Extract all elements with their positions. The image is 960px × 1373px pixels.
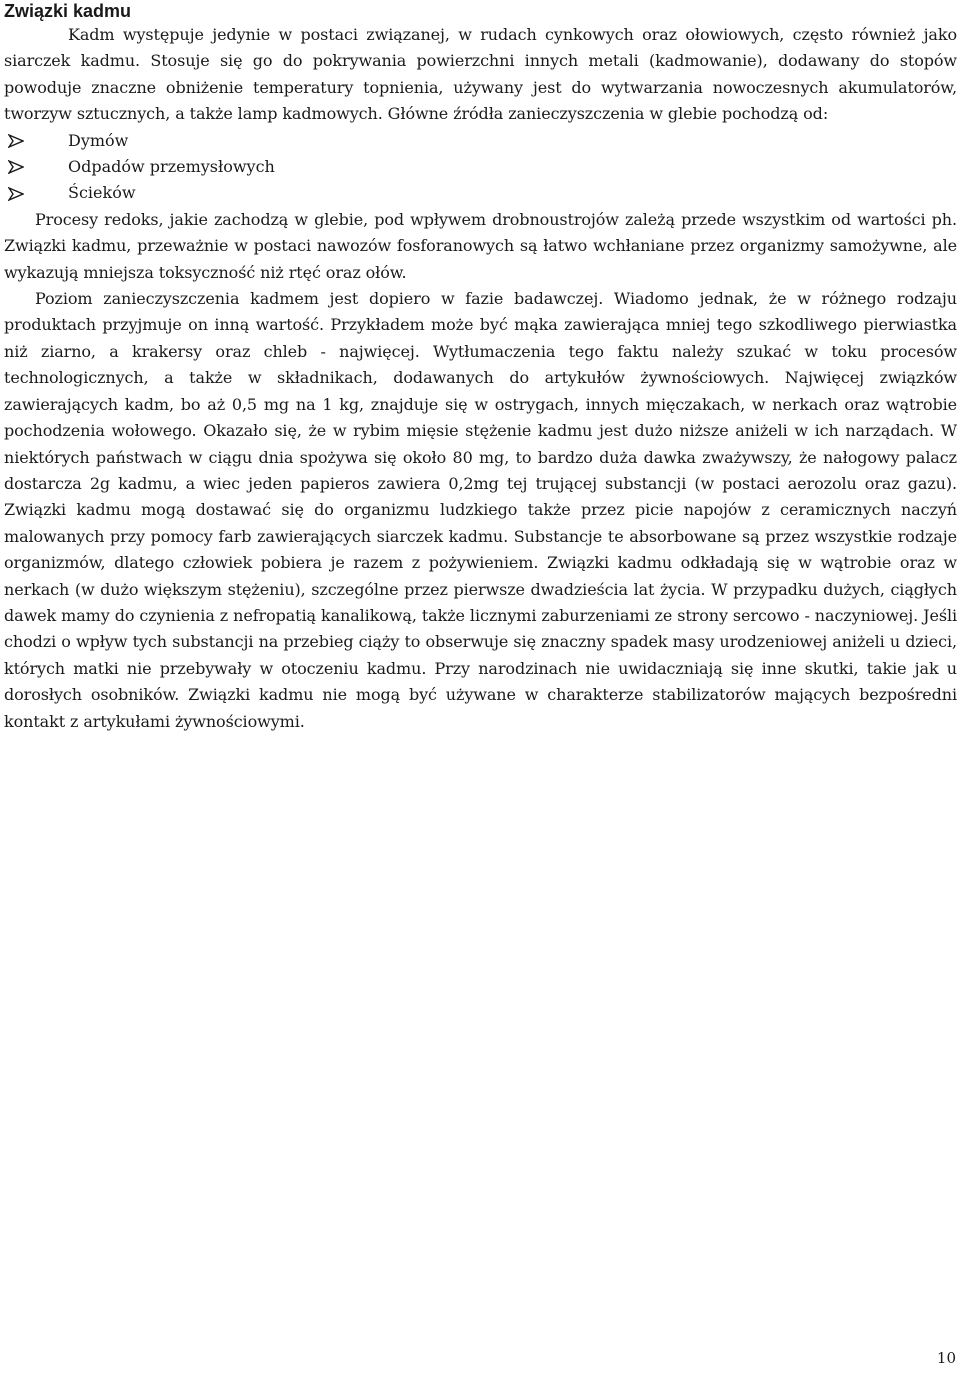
list-item-label: Ścieków bbox=[68, 183, 136, 203]
document-page bbox=[4, 0, 957, 735]
redox-paragraph: Procesy redoks, jakie zachodzą w glebie, pod wpływem drobnoustrojów zależą przede wszystkim od wartości ph. Związki kadmu, przeważnie w postaci nawozów fosforanowych są łatwo wchłaniane przez organizmy samożywne, ale wykazują mniejsza toksyczność niż rtęć oraz ołów. bbox=[4, 209, 957, 282]
list-item-label: Dymów bbox=[68, 130, 129, 150]
list-item bbox=[8, 128, 957, 154]
list-item bbox=[8, 180, 957, 206]
page-number: 10 bbox=[936, 1349, 956, 1367]
intro-paragraph: Kadm występuje jedynie w postaci związanej, w rudach cynkowych oraz ołowiowych, często również jako siarczek kadmu. Stosuje się go do pokrywania powierzchni innych metali (kadmowanie), dodawany do stopów powoduje znaczne obniżenie temperatury topnienia, używany jest do wytwarzania nowoczesnych akumulatorów, tworzyw sztucznych, a także lamp kadmowych. Główne źródła zanieczyszczenia w glebie pochodzą od: bbox=[4, 25, 957, 124]
pollution-sources-list bbox=[4, 128, 957, 207]
arrowhead-bullet-icon bbox=[8, 160, 24, 174]
arrowhead-bullet-icon bbox=[8, 134, 24, 148]
list-item bbox=[8, 154, 957, 180]
pollution-level-paragraph: Poziom zanieczyszczenia kadmem jest dopiero w fazie badawczej. Wiadomo jednak, że w różnego rodzaju produktach przyjmuje on inną wartość. Przykładem może być mąka zawierająca mniej tego szkodliwego pierwiastka niż ziarno, a krakersy oraz chleb - najwięcej. Wytłumaczenia tego faktu należy szukać w toku procesów technologicznych, a także w składnikach, dodawanych do artykułów żywnościowych. Najwięcej związków zawierających kadm, bo aż 0,5 mg na 1 kg, znajduje się w ostrygach, innych mięczakach, w nerkach oraz wątrobie pochodzenia wołowego. Okazało się, że w rybim mięsie stężenie kadmu jest dużo niższe aniżeli w ich narządach. W niektórych państwach w ciągu dnia spożywa się około 80 mg, to bardzo duża dawka zważywszy, że nałogowy palacz dostarcza 2g kadmu, a wiec jeden papieros zawiera 0,2mg tej trującej substancji (w postaci aerozolu oraz gazu). Związki kadmu mogą dostawać się do organizmu ludzkiego także przez picie napojów z ceramicznych naczyń malowanych przy pomocy farb zawierających siarczek kadmu. Substancje te absorbowane są przez wszystkie rodzaje organizmów, dlatego człowiek pobiera je razem z pożywieniem. Związki kadmu odkładają się w wątrobie oraz w nerkach (w dużo większym stężeniu), szczególne przez pierwsze dwadzieścia lat życia. W przypadku dużych, ciągłych dawek mamy do czynienia z nefropatią kanalikową, także licznymi zaburzeniami ze strony sercowo - naczyniowej. Jeśli chodzi o wpływ tych substancji na przebieg ciąży to obserwuje się znaczny spadek masy urodzeniowej aniżeli u dzieci, których matki nie przebywały w otoczeniu kadmu. Przy narodzinach nie uwidaczniają się inne skutki, takie jak u dorosłych osobników. Związki kadmu nie mogą być używane w charakterze stabilizatorów mających bezpośredni kontakt z artykułami żywnościowymi. bbox=[4, 289, 957, 731]
arrowhead-bullet-icon bbox=[8, 187, 24, 201]
list-item-label: Odpadów przemysłowych bbox=[68, 157, 275, 177]
section-heading: Związki kadmu bbox=[4, 1, 132, 21]
